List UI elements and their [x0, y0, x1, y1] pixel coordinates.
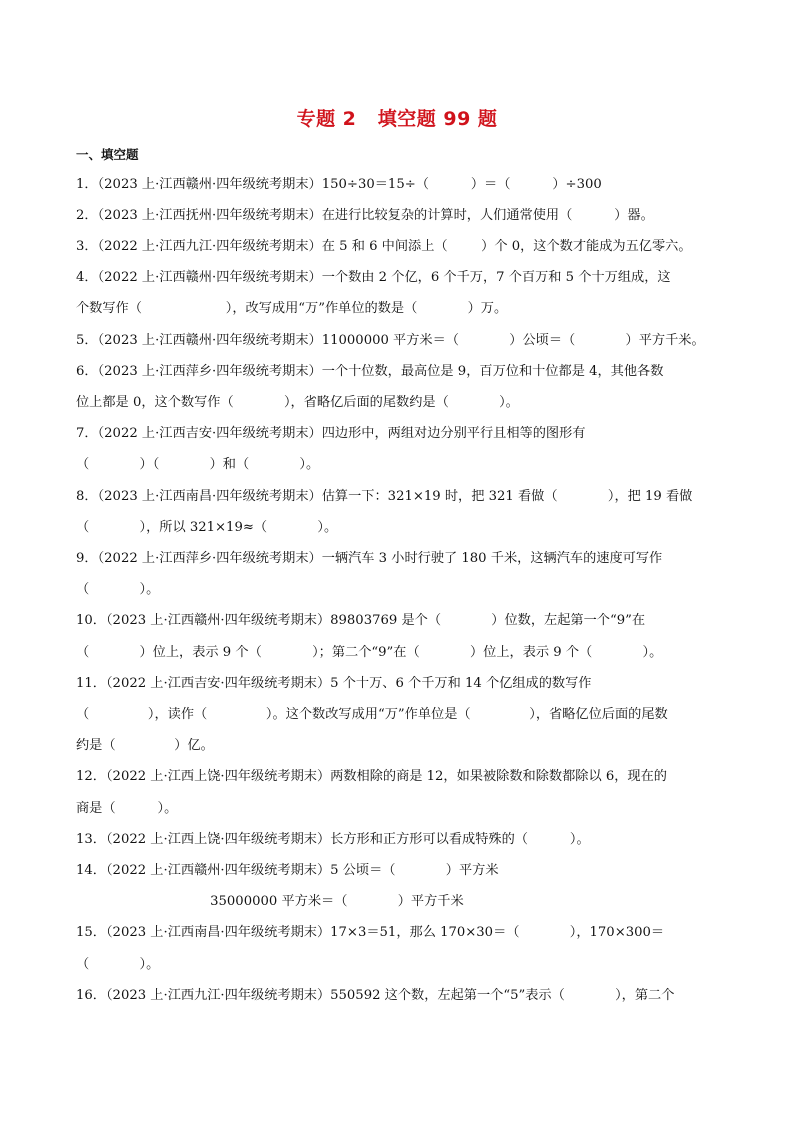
question-line: （ ）。 [76, 582, 160, 597]
question-line: 35000000 平方米＝（ ）平方千米 [76, 894, 464, 909]
question-line: （ ），所以 321×19≈（ ）。 [76, 520, 338, 535]
question-line: 6．（2023 上·江西萍乡·四年级统考期末）一个十位数，最高位是 9，百万位和十位都是 4，其他各数 [76, 364, 664, 379]
question-line: 商是（ ）。 [76, 801, 178, 816]
question-line: 7．（2022 上·江西吉安·四年级统考期末）四边形中，两组对边分别平行且相等的图形有 [76, 426, 586, 441]
page-title: 专题 2 填空题 99 题 [296, 108, 498, 130]
question-line: 11．（2022 上·江西吉安·四年级统考期末）5 个十万、6 个千万和 14 个亿组成的数写作 [76, 676, 592, 691]
question-line: 5．（2023 上·江西赣州·四年级统考期末）11000000 平方米＝（ ）公顷＝（ ）平方千米。 [76, 333, 705, 348]
question-line: 位上都是 0，这个数写作（ ），省略亿后面的尾数约是（ ）。 [76, 395, 519, 410]
section-heading: 一、填空题 [76, 147, 139, 162]
question-line: 8．（2023 上·江西南昌·四年级统考期末）估算一下：321×19 时，把 321 看做（ ），把 19 看做 [76, 489, 693, 504]
question-line: 13．（2022 上·江西上饶·四年级统考期末）长方形和正方形可以看成特殊的（ ）。 [76, 832, 590, 847]
question-line: 约是（ ）亿。 [76, 738, 214, 753]
question-line: （ ）（ ）和（ ）。 [76, 457, 320, 472]
question-line: 14．（2022 上·江西赣州·四年级统考期末）5 公顷＝（ ）平方米 [76, 863, 499, 878]
question-line: 4．（2022 上·江西赣州·四年级统考期末）一个数由 2 个亿，6 个千万，7 个百万和 5 个十万组成，这 [76, 270, 671, 285]
question-line: 9．（2022 上·江西萍乡·四年级统考期末）一辆汽车 3 小时行驶了 180 千米，这辆汽车的速度可写作 [76, 551, 663, 566]
question-line: 2．（2023 上·江西抚州·四年级统考期末）在进行比较复杂的计算时，人们通常使用（ ）器。 [76, 208, 654, 223]
question-line: 10．（2023 上·江西赣州·四年级统考期末）89803769 是个（ ）位数，左起第一个“9”在 [76, 613, 646, 628]
question-line: 1．（2023 上·江西赣州·四年级统考期末）150÷30＝15÷（ ）＝（ ）÷300 [76, 177, 602, 192]
question-line: 12．（2022 上·江西上饶·四年级统考期末）两数相除的商是 12，如果被除数和除数都除以 6，现在的 [76, 769, 667, 784]
question-line: （ ），读作（ ）。这个数改写成用“万”作单位是（ ），省略亿位后面的尾数 [76, 707, 668, 722]
question-line: （ ）位上，表示 9 个（ ）；第二个“9”在（ ）位上，表示 9 个（ ）。 [76, 645, 663, 660]
question-line: 3．（2022 上·江西九江·四年级统考期末）在 5 和 6 中间添上（ ）个 0，这个数才能成为五亿零六。 [76, 239, 692, 254]
question-line: 个数写作（ ），改写成用“万”作单位的数是（ ）万。 [76, 301, 508, 316]
question-line: 16．（2023 上·江西九江·四年级统考期末）550592 这个数，左起第一个“5”表示（ ），第二个 [76, 988, 675, 1003]
question-line: 15．（2023 上·江西南昌·四年级统考期末）17×3＝51，那么 170×30＝（ ），170×300＝ [76, 925, 665, 940]
question-line: （ ）。 [76, 957, 160, 972]
